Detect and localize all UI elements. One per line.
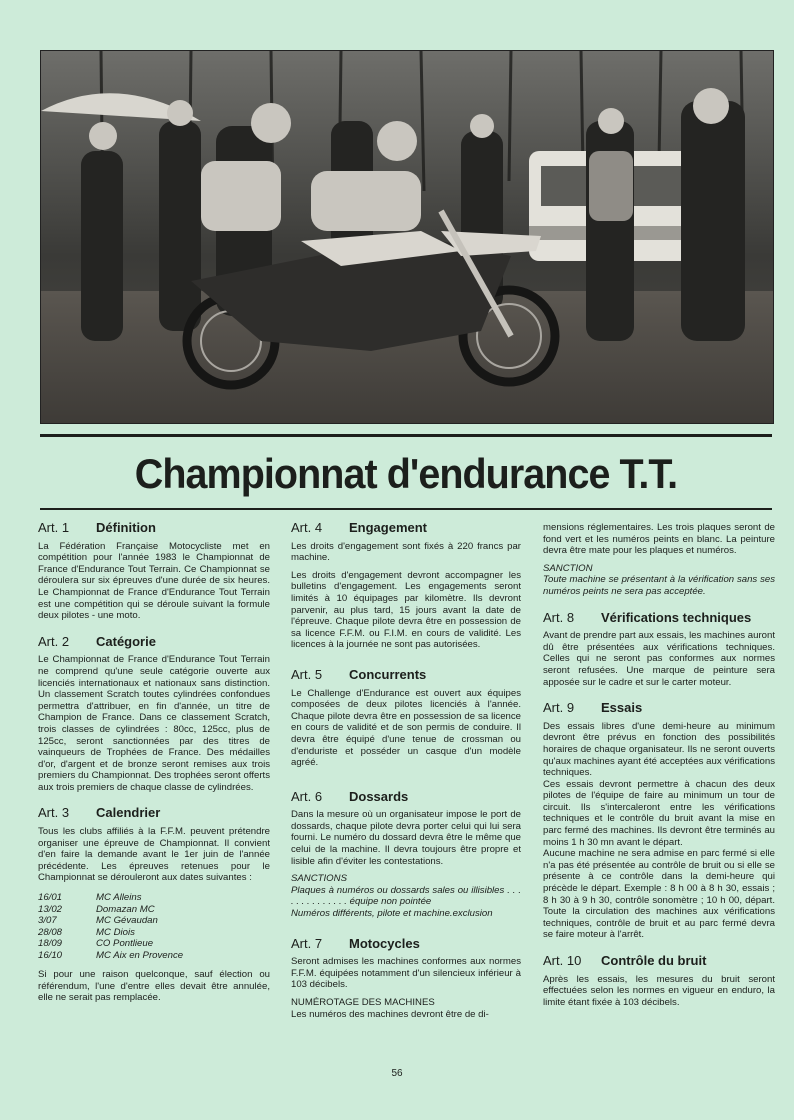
- calendar-row: [38, 892, 270, 904]
- article-title: Vérifications techniques: [601, 609, 752, 625]
- article-title: Dossards: [349, 788, 409, 804]
- article-heading: [291, 522, 521, 534]
- header-photo: [40, 50, 774, 424]
- article-text: La Fédération Française Motocycliste met en compétition pour l'année 1983 le Championnat de France d'Endurance Tout Terrain. Ce Championnat se déroulera sur six épreuves d'une durée de six heures. Le Championnat de France d'Endurance Tout Terrain est une compétition qui se déroule suivant la formule deux pilotes - une moto.: [38, 540, 270, 622]
- sanction-text: Toute machine se présentant à la vérification sans ses numéros peints ne sera pas acceptée.: [543, 574, 775, 597]
- column-2: [291, 522, 521, 1034]
- article-title: Motocycles: [349, 935, 420, 951]
- article-7-continued: [543, 522, 775, 598]
- article-3: [38, 807, 270, 1003]
- article-text: Des essais libres d'une demi-heure au minimum devront être prévus en fonction des possibilités horaires de chaque organisateur. Ils ne seront ouverts qu'aux machines ayant été acceptées aux vérifications techniques.: [543, 720, 775, 779]
- page-number: 56: [391, 1068, 403, 1079]
- article-title: Calendrier: [96, 805, 161, 821]
- calendar-date: 18/09: [38, 938, 63, 950]
- calendar-date: 16/01: [38, 892, 63, 904]
- article-heading: [291, 666, 521, 682]
- article-title: Contrôle du bruit: [601, 953, 707, 968]
- article-heading: [543, 702, 775, 714]
- article-text: Dans la mesure où un organisateur impose le port de dossards, chaque pilote devra porter celui qui lui sera fourni. Le numéro du dossard devra être le même que celui de la machine. Il devra toujours être propre et lisible afin d'éviter les contestations.: [291, 809, 521, 867]
- article-text: Les numéros des machines devront être de di-: [291, 1008, 489, 1020]
- article-text: Ces essais devront permettre à chacun des deux pilotes de l'équipe de faire au minimum un tour de circuit. Ils s'intercaleront entre les vérifications techniques et le contrôle du bruit avant la mise en parc fermé des machines. Ils devront être terminés au moins 1 h 30 mn avant le départ.: [543, 778, 775, 848]
- page-headline: Championnat d'endurance T.T.: [134, 450, 678, 497]
- headline-rule-top: [40, 434, 772, 437]
- article-title: Essais: [601, 700, 643, 716]
- sanction-label: SANCTIONS: [291, 873, 347, 885]
- article-number: Art. 6: [291, 788, 323, 804]
- article-text: mensions réglementaires. Les trois plaques seront de fond vert et les numéros peints en blanc. La peinture devra être mate pour les plaques et numéros.: [543, 522, 775, 557]
- article-heading: [543, 955, 775, 967]
- article-number: Art. 1: [38, 520, 70, 535]
- article-5: [291, 666, 521, 769]
- article-text: Après les essais, les mesures du bruit seront effectuées selon les normes en vigueur en enduro, la limite étant fixée à 103 décibels.: [543, 973, 775, 1008]
- article-heading: [543, 609, 775, 625]
- calendar-list: [38, 892, 270, 961]
- article-number: Art. 9: [543, 700, 575, 716]
- calendar-date: 3/07: [38, 915, 57, 927]
- calendar-club: MC Alleins: [96, 892, 142, 904]
- article-10: [543, 955, 775, 1008]
- calendar-club: CO Pontlieue: [96, 938, 154, 950]
- calendar-row: [38, 915, 270, 927]
- calendar-row: [38, 904, 270, 916]
- article-text: Seront admises les machines conformes aux normes F.F.M. équipées notamment d'un silencieux inférieur à 103 décibels.: [291, 956, 521, 991]
- article-text: Avant de prendre part aux essais, les machines auront dû être présentées aux vérifications techniques. Celles qui ne seront pas conformes aux normes seront refusées. Une marque de peinture sera apposée sur le cadre et sur le carter moteur.: [543, 630, 775, 688]
- article-text: Tous les clubs affiliés à la F.F.M. peuvent prétendre organiser une épreuve de Championnat. Il convient d'en faire la demande avant le 1er juin de l'année précédente. Les épreuves retenues pour le Championnat se dérouleront aux dates suivantes :: [38, 826, 270, 884]
- sanction-text: Numéros différents, pilote et machine.exclusion: [291, 908, 493, 920]
- motocross-photo-image: [41, 51, 773, 423]
- calendar-date: 13/02: [38, 903, 63, 915]
- calendar-row: [38, 950, 270, 962]
- article-number: Art. 3: [38, 805, 70, 821]
- calendar-date: 16/10: [38, 949, 63, 961]
- column-3: [543, 522, 775, 1022]
- article-2: [38, 633, 270, 794]
- article-text: Si pour une raison quelconque, sauf élection ou référendum, l'une d'entre elles devait être annulée, elle ne serait pas remplacée.: [38, 969, 270, 1004]
- article-text: Le Championnat de France d'Endurance Tout Terrain ne comprend qu'une seule catégorie ouverte aux licenciés internationaux et nationaux sans distinction. Un classement Scratch toutes cylindrées confondues permettra d'attribuer, en fin d'année, un titre de Champion de France. Dans ce classement Scratch, trois classes de cylindrées : 80cc, 125cc, plus de 125cc, seront sanctionnées par des titres de vainqueurs de Trophées de France. Des médailles d'or, d'argent et de bronze seront remises aux trois premiers du Championnat. Des trophées seront offerts aux trois premiers de chaque classe de cylindrées.: [38, 654, 270, 793]
- article-number: Art. 10: [543, 953, 582, 968]
- article-heading: [38, 522, 270, 534]
- article-heading: [291, 788, 521, 804]
- sanction-text: Plaques à numéros ou dossards sales ou illisibles . . . . . . . . . . . . . . équipe non pointée: [291, 884, 521, 908]
- calendar-row: [38, 927, 270, 939]
- sanction-label: SANCTION: [543, 562, 593, 574]
- article-1: [38, 522, 270, 622]
- article-title: Définition: [96, 520, 156, 535]
- calendar-club: Domazan MC: [96, 903, 155, 915]
- article-4: [291, 522, 521, 651]
- article-7: [291, 935, 521, 1021]
- article-heading: [38, 807, 270, 819]
- article-9: [543, 702, 775, 941]
- article-title: Catégorie: [96, 633, 156, 649]
- article-heading: [291, 935, 521, 951]
- article-number: Art. 2: [38, 633, 70, 649]
- column-1: [38, 522, 270, 1018]
- article-number: Art. 5: [291, 666, 323, 682]
- article-title: Engagement: [349, 520, 428, 535]
- article-6: [291, 788, 521, 920]
- calendar-club: MC Gévaudan: [96, 915, 158, 927]
- calendar-row: [38, 938, 270, 950]
- article-text: Le Challenge d'Endurance est ouvert aux équipes composées de deux pilotes licenciés à l'année. Chaque pilote devra être en possession de sa licence en cours de validité et de son permis de conduire. Il devra être équipé d'une tenue de crossman ou d'enduriste et posséder un casque d'un modèle agréé.: [291, 687, 521, 769]
- article-text: Les droits d'engagement devront accompagner les bulletins d'engagement. Les engagements seront limités à 10 équipages par kilomètre. Ils devront parvenir, au plus tard, 15 jours avant la date de l'épreuve. Chaque pilote devra être en possession de sa licence F.F.M. ou F.I.M. en cours de validité. Les licences à la journée ne sont pas autorisées.: [291, 569, 521, 651]
- article-number: Art. 4: [291, 520, 323, 535]
- article-text: Aucune machine ne sera admise en parc fermé si elle n'a pas été présentée au contrôle de bruit ou si elle se présente à ce contrôle dans la demi-heure qui précède le départ. Exemple : 8 h 00 à 8 h 30, essais ; 8 h 30 à 9 h 30, contrôle sonomètre ; 10 h 00, départ. Toute la circulation des machines aux vérifications techniques, contrôle de bruit et au parc fermé devra se faire moteur à l'arrêt.: [543, 848, 775, 941]
- headline-rule-bottom: [40, 508, 772, 510]
- article-number: Art. 7: [291, 935, 323, 951]
- article-number: Art. 8: [543, 609, 575, 625]
- calendar-date: 28/08: [38, 926, 63, 938]
- article-8: [543, 609, 775, 689]
- calendar-club: MC Diois: [96, 926, 135, 938]
- article-title: Concurrents: [349, 666, 427, 682]
- subheading: NUMÉROTAGE DES MACHINES: [291, 997, 435, 1008]
- article-text: Les droits d'engagement sont fixés à 220 francs par machine.: [291, 540, 521, 564]
- article-heading: [38, 633, 270, 649]
- calendar-club: MC Aix en Provence: [96, 949, 184, 961]
